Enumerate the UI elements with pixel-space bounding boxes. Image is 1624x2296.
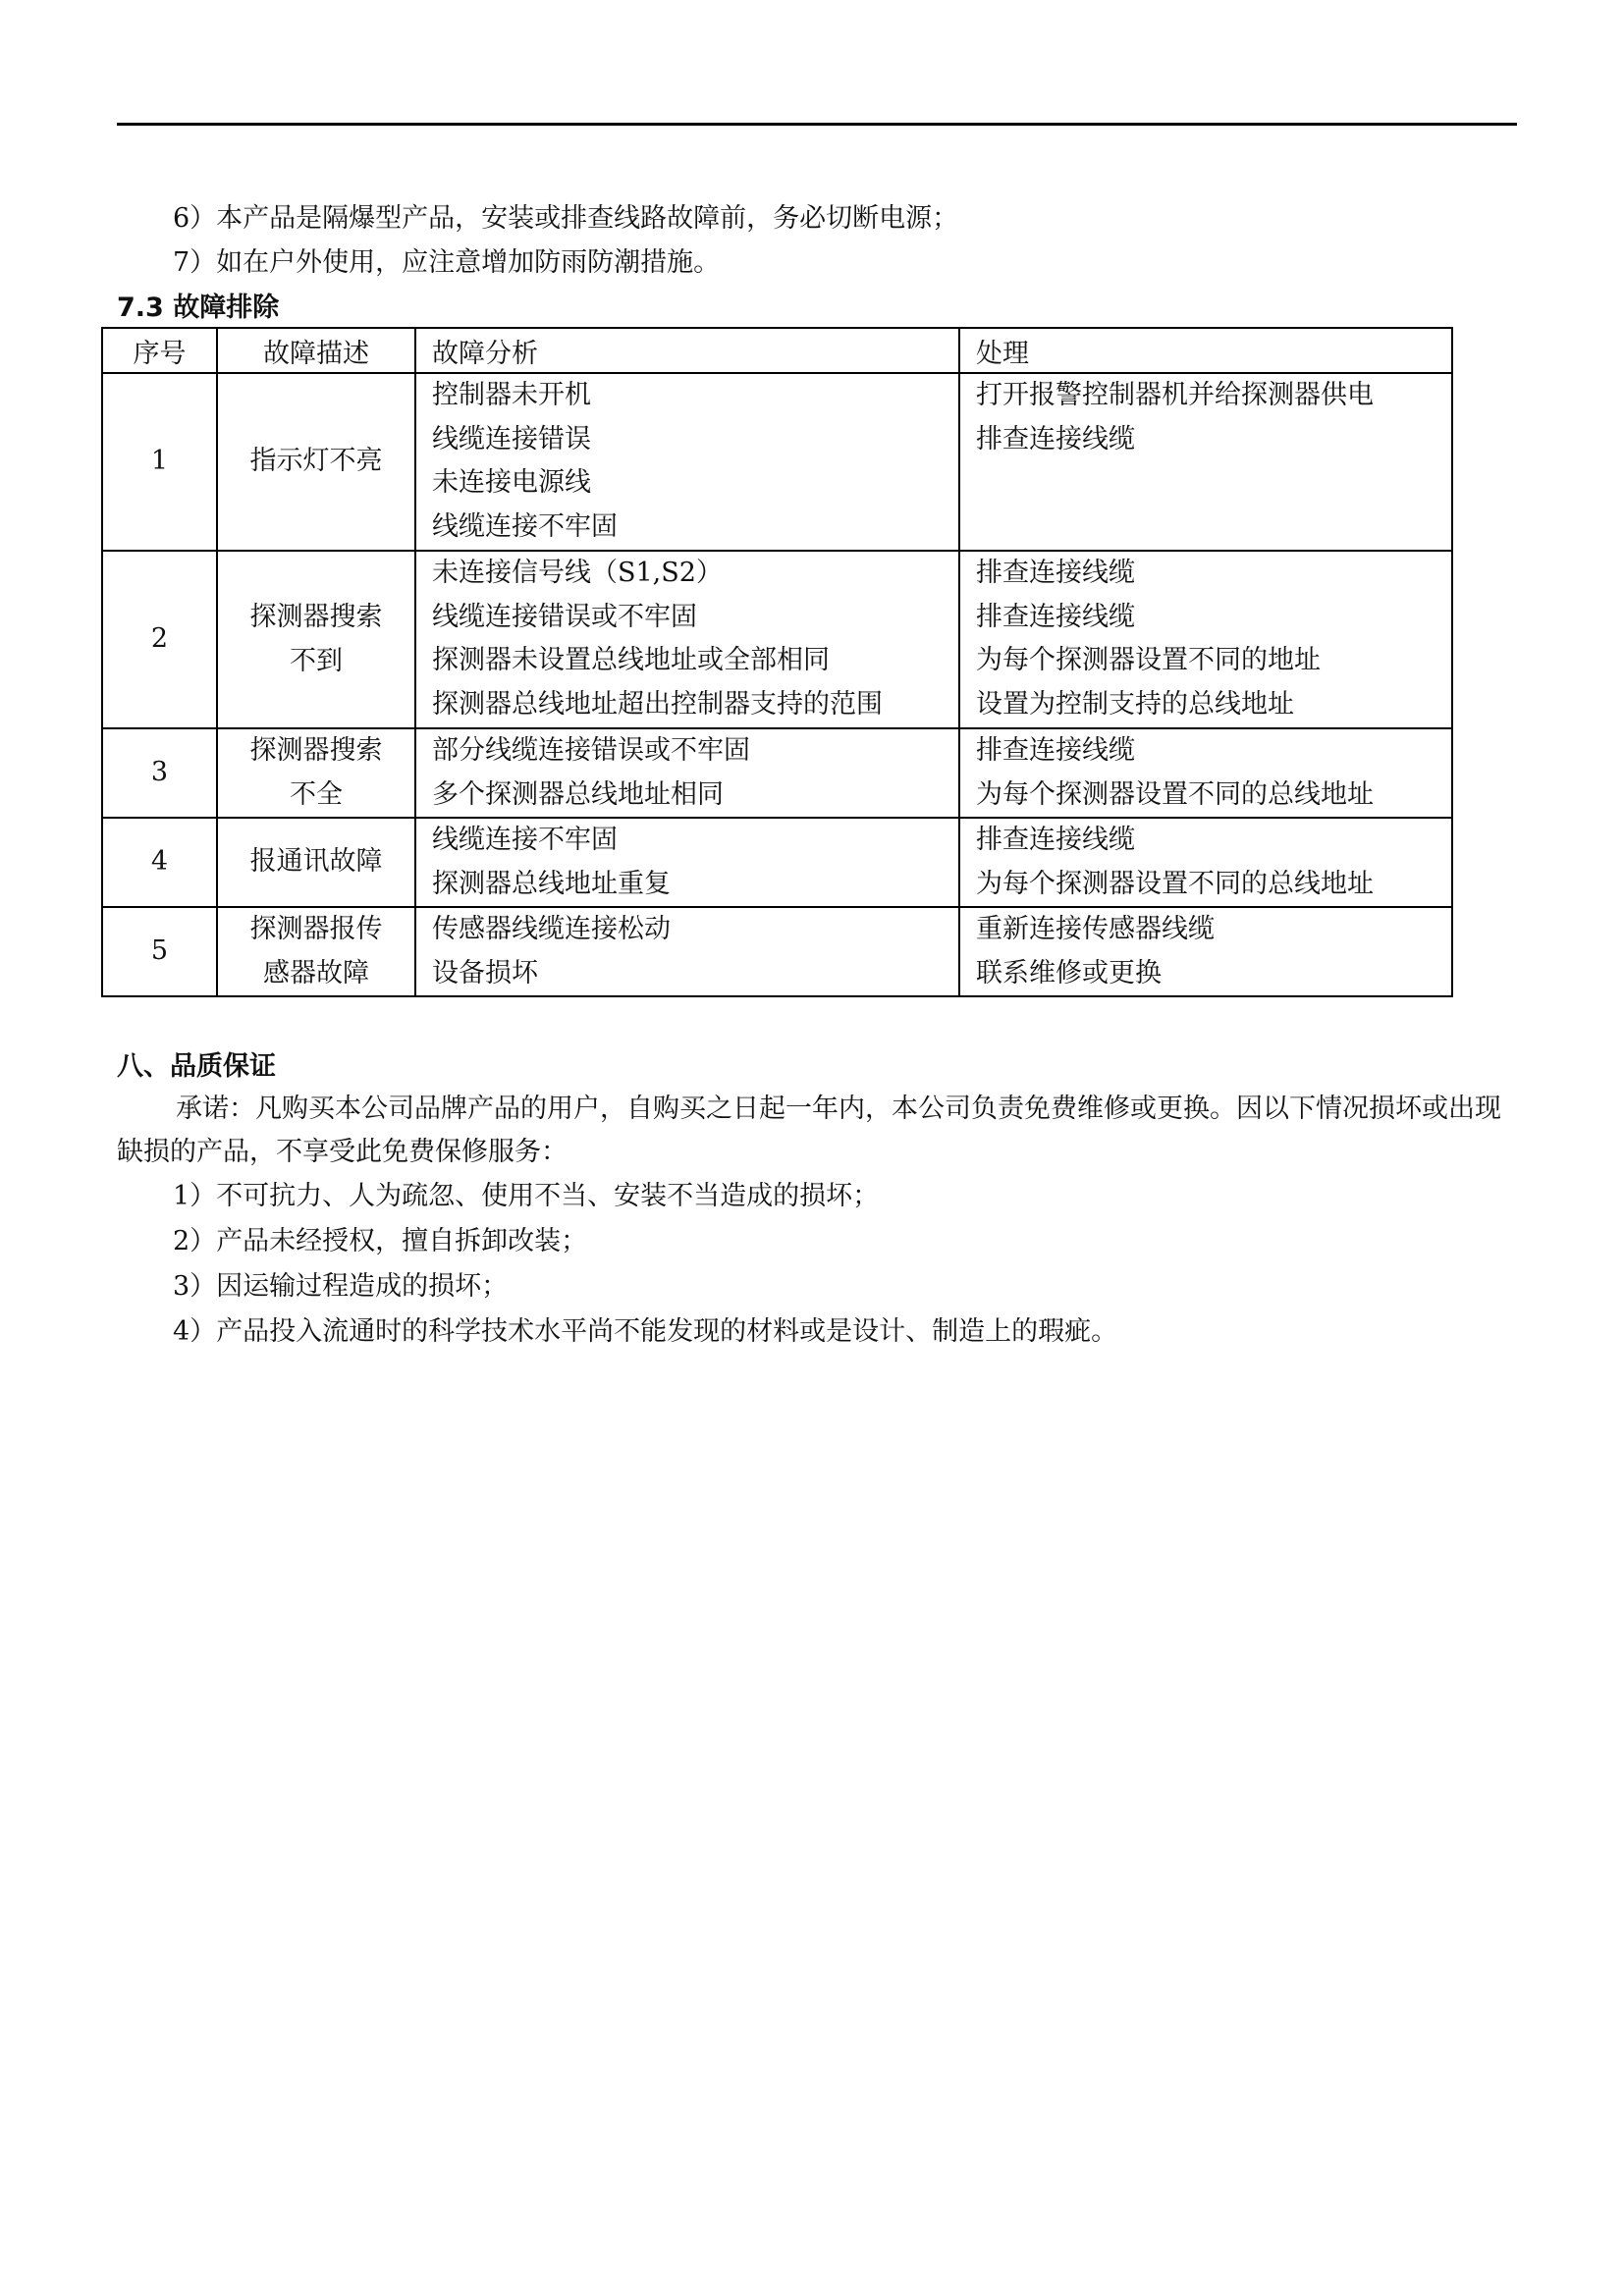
row-action: 排查连接线缆 排查连接线缆 为每个探测器设置不同的地址 设置为控制支持的总线地址 [959, 551, 1452, 728]
table-row [102, 551, 1452, 728]
table-header-row [102, 328, 1452, 373]
row-num: 4 [102, 818, 217, 907]
table-row [102, 373, 1452, 551]
row-analysis: 未连接信号线（S1,S2） 线缆连接错误或不牢固 探测器未设置总线地址或全部相同 探测器总线地址超出控制器支持的范围 [415, 551, 959, 728]
row-action: 打开报警控制器机并给探测器供电 排查连接线缆 [959, 373, 1452, 551]
row-analysis: 控制器未开机 线缆连接错误 未连接电源线 线缆连接不牢固 [415, 373, 959, 551]
row-action: 重新连接传感器线缆 联系维修或更换 [959, 907, 1452, 996]
fault-table [101, 327, 1453, 997]
header-desc: 故障描述 [217, 328, 415, 373]
section-7-3-title: 7.3 故障排除 [117, 293, 280, 323]
row-analysis: 传感器线缆连接松动 设备损坏 [415, 907, 959, 996]
header-analysis: 故障分析 [415, 328, 959, 373]
row-num: 3 [102, 728, 217, 818]
warranty-item: 3）因运输过程造成的损坏； [173, 1271, 509, 1302]
row-num: 2 [102, 551, 217, 728]
row-action: 排查连接线缆 为每个探测器设置不同的总线地址 [959, 728, 1452, 818]
warranty-item: 4）产品投入流通时的科学技术水平尚不能发现的材料或是设计、制造上的瑕疵。 [173, 1316, 1118, 1347]
row-desc: 指示灯不亮 [217, 373, 415, 551]
row-desc: 探测器报传 感器故障 [217, 907, 415, 996]
row-num: 5 [102, 907, 217, 996]
row-action: 排查连接线缆 为每个探测器设置不同的总线地址 [959, 818, 1452, 907]
intro-item-7: 7）如在户外使用，应注意增加防雨防潮措施。 [173, 247, 721, 278]
table-row [102, 728, 1452, 818]
row-num: 1 [102, 373, 217, 551]
warranty-promise: 承诺：凡购买本公司品牌产品的用户，自购买之日起一年内，本公司负责免费维修或更换。因以下情况损坏或出现缺损的产品，不享受此免费保修服务： [117, 1094, 1501, 1167]
row-desc: 报通讯故障 [217, 818, 415, 907]
row-desc: 探测器搜索 不到 [217, 551, 415, 728]
intro-item-6: 6）本产品是隔爆型产品，安装或排查线路故障前，务必切断电源； [173, 203, 959, 234]
warranty-item: 2）产品未经授权，擅自拆卸改装； [173, 1226, 588, 1256]
header-action: 处理 [959, 328, 1452, 373]
header-rule [117, 123, 1517, 126]
row-analysis: 线缆连接不牢固 探测器总线地址重复 [415, 818, 959, 907]
table-row [102, 907, 1452, 996]
section-8-title: 八、品质保证 [117, 1051, 276, 1082]
row-desc: 探测器搜索 不全 [217, 728, 415, 818]
table-row [102, 818, 1452, 907]
warranty-item: 1）不可抗力、人为疏忽、使用不当、安装不当造成的损坏； [173, 1181, 880, 1211]
header-num: 序号 [102, 328, 217, 373]
row-analysis: 部分线缆连接错误或不牢固 多个探测器总线地址相同 [415, 728, 959, 818]
